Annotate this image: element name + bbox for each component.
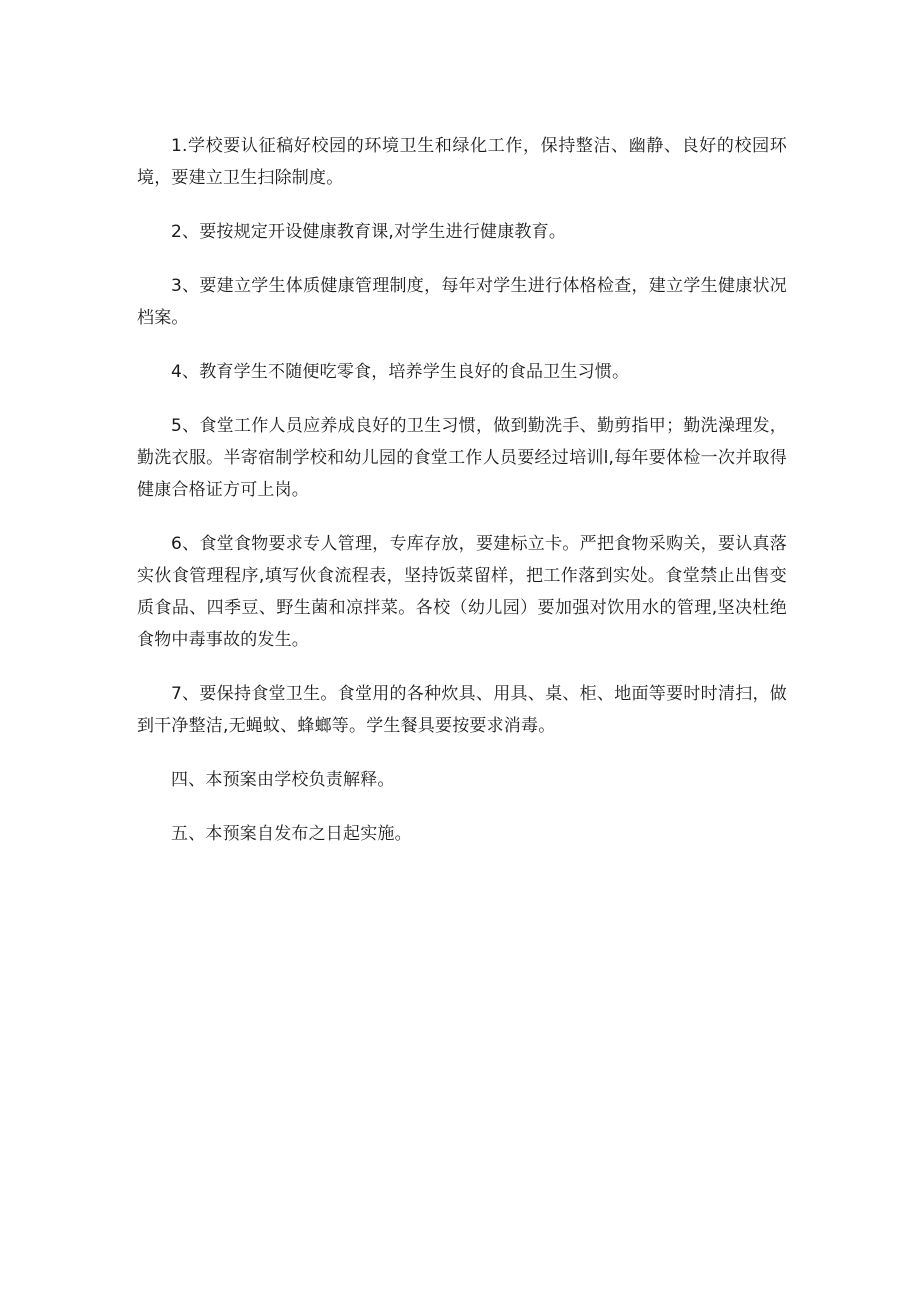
document-body xyxy=(137,130,787,872)
paragraph-item-3: 3、要建立学生体质健康管理制度，每年对学生进行体格检查，建立学生健康状况档案。 xyxy=(137,276,787,328)
paragraph-item-4: 4、教育学生不随便吃零食，培养学生良好的食品卫生习惯。 xyxy=(171,362,630,382)
paragraph-item-1: 1.学校要认征稿好校园的环境卫生和绿化工作，保持整洁、幽静、良好的校园环境，要建立卫生扫除制度。 xyxy=(137,136,787,188)
paragraph-section-5: 五、本预案自发布之日起实施。 xyxy=(171,824,412,844)
paragraph-item-5: 5、食堂工作人员应养成良好的卫生习惯，做到勤洗手、勤剪指甲；勤洗澡理发，勤洗衣服。半寄宿制学校和幼儿园的食堂工作人员要经过培训l,每年要体检一次并取得健康合格证方可上岗。 xyxy=(137,416,787,500)
paragraph-item-6: 6、食堂食物要求专人管理，专库存放，要建标立卡。严把食物采购关，要认真落实伙食管理程序,填写伙食流程表，坚持饭菜留样，把工作落到实处。食堂禁止出售变质食品、四季豆、野生菌和凉拌菜。各校（幼儿园）要加强对饮用水的管理,坚决杜绝食物中毒事故的发生。 xyxy=(137,534,787,650)
paragraph-item-2: 2、要按规定开设健康教育课,对学生进行健康教育。 xyxy=(171,222,567,242)
paragraph-section-4: 四、本预案由学校负责解释。 xyxy=(171,770,395,790)
paragraph-item-7: 7、要保持食堂卫生。食堂用的各种炊具、用具、桌、柜、地面等要时时清扫，做到干净整洁,无蝇蚊、蜂螂等。学生餐具要按要求消毒。 xyxy=(137,684,787,736)
